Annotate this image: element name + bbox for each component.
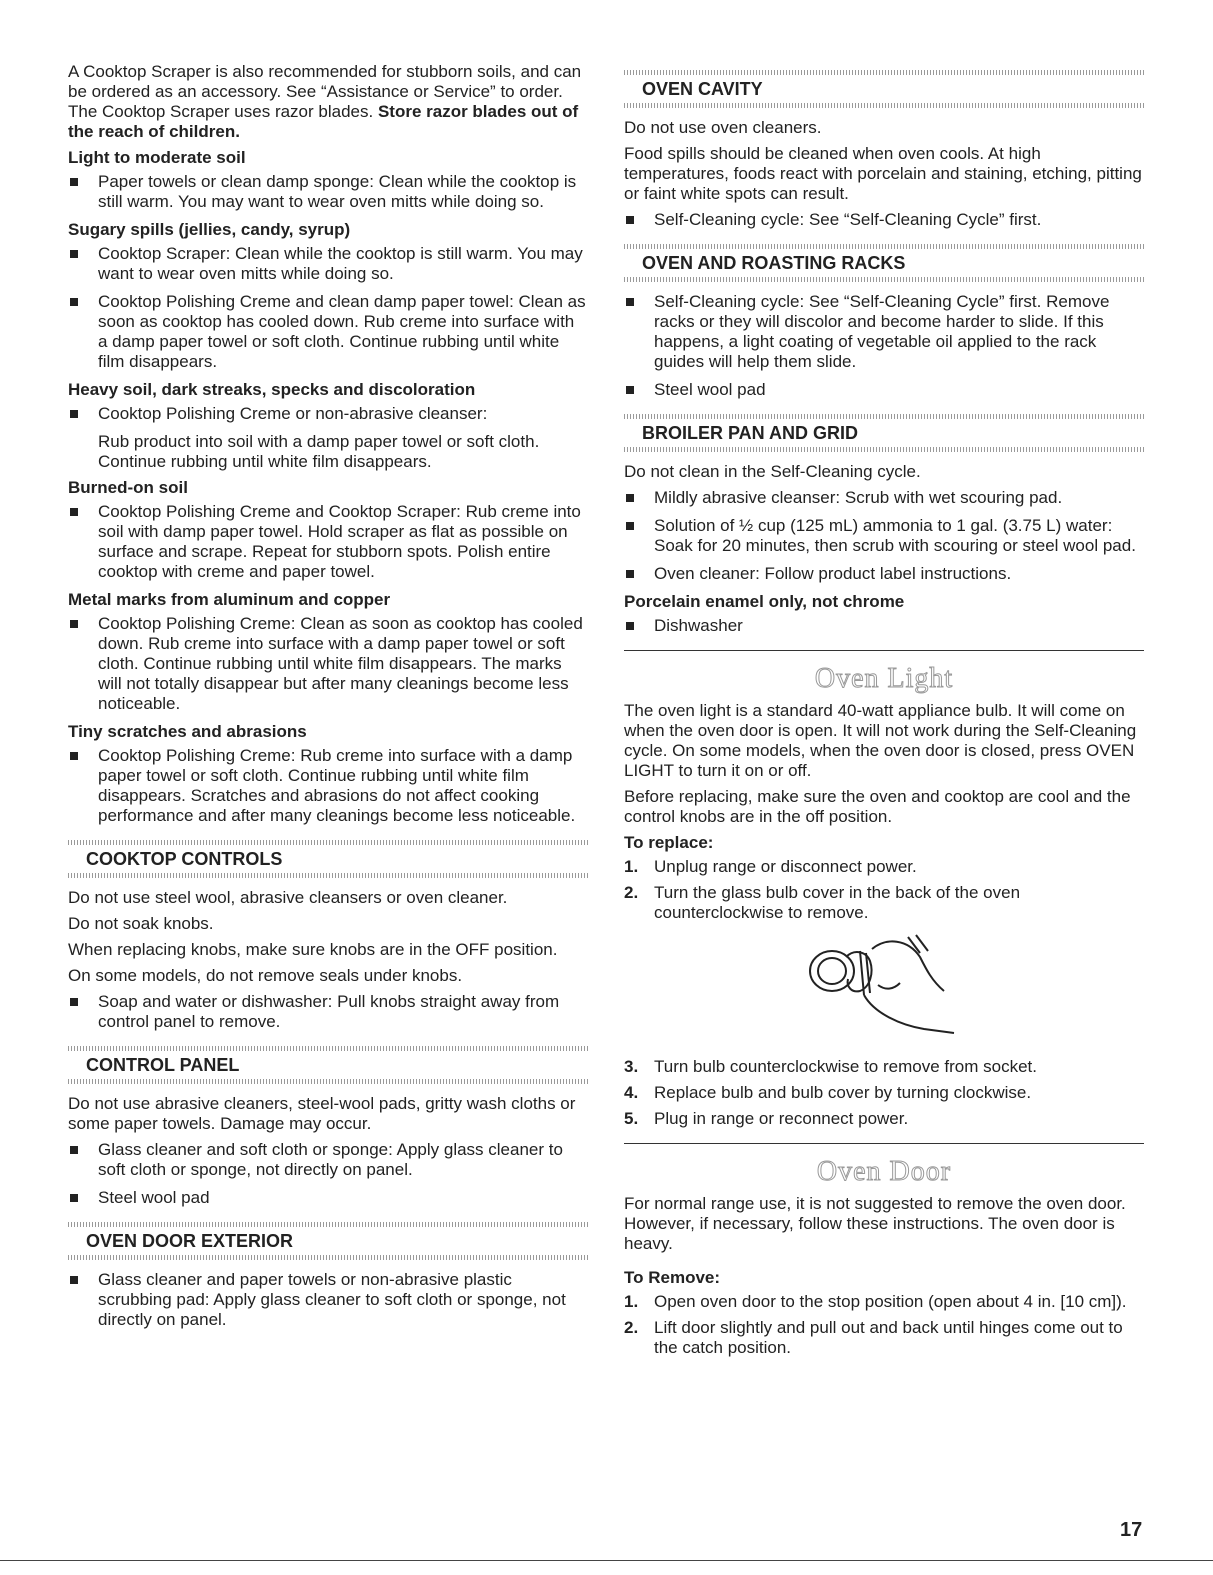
list-item: Cooktop Scraper: Clean while the cooktop is still warm. You may want to wear oven mitts while doing so. xyxy=(68,244,588,284)
tiny-scratches-heading: Tiny scratches and abrasions xyxy=(68,722,307,741)
intro-paragraph: A Cooktop Scraper is also recommended for stubborn soils, and can be ordered as an accessory. See “Assistance or Service” to order. The Cooktop Scraper uses razor blades. Store razor blades out of the reach of children. xyxy=(68,62,582,141)
control-panel-list xyxy=(68,1140,588,1208)
burned-soil-heading: Burned-on soil xyxy=(68,478,188,497)
sugary-spills-heading: Sugary spills (jellies, candy, syrup) xyxy=(68,220,351,239)
list-item: Cooktop Polishing Creme and Cooktop Scraper: Rub creme into soil with damp paper towel. Hold scraper as flat as possible on surface and scrape. Repeat for stubborn spots. Polish entire cooktop with creme and paper towel. xyxy=(68,502,588,582)
sugary-spills-list xyxy=(68,244,588,372)
burned-soil-list xyxy=(68,502,588,582)
list-item: Cooktop Polishing Creme: Clean as soon as cooktop has cooled down. Rub creme into surface with a damp paper towel or soft cloth. Continue rubbing until white film disappears. The marks will not totally disappear but after many cleanings become less noticeable. xyxy=(68,614,588,714)
bottom-rule xyxy=(0,1560,1213,1561)
broiler-list xyxy=(624,488,1144,584)
step-item: 2. Turn the glass bulb cover in the back of the oven counterclockwise to remove. xyxy=(624,883,1021,922)
metal-marks-heading: Metal marks from aluminum and copper xyxy=(68,590,391,609)
oven-door-heading: Oven Door xyxy=(624,1143,1144,1188)
list-item: Steel wool pad xyxy=(624,380,1144,400)
divider xyxy=(68,873,588,878)
list-item: Solution of ½ cup (125 mL) ammonia to 1 gal. (3.75 L) water: Soak for 20 minutes, then scrub with scouring or steel wool pad. xyxy=(624,516,1144,556)
list-item: Mildly abrasive cleanser: Scrub with wet scouring pad. xyxy=(624,488,1144,508)
paragraph: Do not clean in the Self-Cleaning cycle. xyxy=(624,462,921,481)
step-item: 5. Plug in range or reconnect power. xyxy=(624,1109,909,1128)
list-item: Soap and water or dishwasher: Pull knobs straight away from control panel to remove. xyxy=(68,992,588,1032)
paragraph: The oven light is a standard 40-watt appliance bulb. It will come on when the oven door is open. It will not work during the Self-Cleaning cycle. On some models, when the oven door is closed, press OVEN LIGHT to turn it on or off. xyxy=(624,701,1137,780)
list-item: Self-Cleaning cycle: See “Self-Cleaning Cycle” first. Remove racks or they will discolor and become harder to slide. If this happens, a light coating of vegetable oil applied to the rack guides will help them slide. xyxy=(624,292,1144,372)
paragraph: On some models, do not remove seals under knobs. xyxy=(68,966,463,985)
list-item: Oven cleaner: Follow product label instructions. xyxy=(624,564,1144,584)
control-panel-title: CONTROL PANEL xyxy=(86,1055,240,1075)
list-item: Self-Cleaning cycle: See “Self-Cleaning Cycle” first. xyxy=(624,210,1144,230)
porcelain-heading: Porcelain enamel only, not chrome xyxy=(624,592,905,611)
heavy-soil-list xyxy=(68,404,588,424)
paragraph: Do not use abrasive cleaners, steel-wool pads, gritty wash cloths or some paper towels. Damage may occur. xyxy=(68,1094,576,1133)
bulb-cover-illustration xyxy=(624,929,1144,1047)
paragraph: Before replacing, make sure the oven and cooktop are cool and the control knobs are in the off position. xyxy=(624,787,1131,826)
replace-steps-b xyxy=(624,1057,1144,1129)
paragraph: Do not use oven cleaners. xyxy=(624,118,822,137)
cooktop-controls-title: COOKTOP CONTROLS xyxy=(86,849,283,869)
cooktop-controls-section-header xyxy=(68,840,588,878)
paragraph: Do not soak knobs. xyxy=(68,914,214,933)
broiler-section-header xyxy=(624,414,1144,452)
racks-list xyxy=(624,292,1144,400)
heavy-soil-heading: Heavy soil, dark streaks, specks and discoloration xyxy=(68,380,476,399)
paragraph: For normal range use, it is not suggested to remove the oven door. However, if necessary, follow these instructions. The oven door is heavy. xyxy=(624,1194,1126,1253)
list-item: Glass cleaner and soft cloth or sponge: Apply glass cleaner to soft cloth or sponge, not directly on panel. xyxy=(68,1140,588,1180)
list-item: Dishwasher xyxy=(624,616,1144,636)
remove-steps xyxy=(624,1292,1144,1358)
oven-door-exterior-title: OVEN DOOR EXTERIOR xyxy=(86,1231,294,1251)
divider xyxy=(624,103,1144,108)
oven-door-exterior-section-header xyxy=(68,1222,588,1260)
control-panel-section-header xyxy=(68,1046,588,1084)
list-item: Glass cleaner and paper towels or non-abrasive plastic scrubbing pad: Apply glass cleaner to soft cloth or sponge, not directly on panel. xyxy=(68,1270,588,1330)
light-soil-list xyxy=(68,172,588,212)
replace-steps-a xyxy=(624,857,1144,923)
step-item: 1. Unplug range or disconnect power. xyxy=(624,857,917,876)
oven-light-heading: Oven Light xyxy=(624,650,1144,695)
tiny-scratches-list xyxy=(68,746,588,826)
list-item: Steel wool pad xyxy=(68,1188,588,1208)
cooktop-controls-list xyxy=(68,992,588,1032)
paragraph: Do not use steel wool, abrasive cleansers or oven cleaner. xyxy=(68,888,508,907)
left-column xyxy=(68,62,588,1338)
racks-section-header xyxy=(624,244,1144,282)
paragraph: When replacing knobs, make sure knobs are in the OFF position. xyxy=(68,940,558,959)
list-item: Paper towels or clean damp sponge: Clean while the cooktop is still warm. You may want to wear oven mitts while doing so. xyxy=(68,172,588,212)
metal-marks-list xyxy=(68,614,588,714)
list-item: Cooktop Polishing Creme or non-abrasive cleanser: xyxy=(68,404,588,424)
to-replace-heading: To replace: xyxy=(624,833,714,852)
heavy-soil-followup: Rub product into soil with a damp paper towel or soft cloth. Continue rubbing until white film disappears. xyxy=(98,432,540,471)
step-item: 3. Turn bulb counterclockwise to remove from socket. xyxy=(624,1057,1037,1076)
list-item: Cooktop Polishing Creme and clean damp paper towel: Clean as soon as cooktop has cooled down. Rub creme into surface with a damp paper towel or soft cloth. Continue rubbing until white film disappears. xyxy=(68,292,588,372)
to-remove-heading: To Remove: xyxy=(624,1268,721,1287)
step-item: 2. Lift door slightly and pull out and back until hinges come out to the catch position. xyxy=(624,1318,1123,1357)
racks-title: OVEN AND ROASTING RACKS xyxy=(642,253,906,273)
oven-door-exterior-list xyxy=(68,1270,588,1330)
step-item: 1. Open oven door to the stop position (open about 4 in. [10 cm]). xyxy=(624,1292,1127,1311)
list-item: Cooktop Polishing Creme: Rub creme into surface with a damp paper towel or soft cloth. Continue rubbing until white film disappears. Scratches and abrasions do not affect cooking performance and after many cleanings become less noticeable. xyxy=(68,746,588,826)
right-column xyxy=(624,62,1144,1364)
light-soil-heading: Light to moderate soil xyxy=(68,148,246,167)
divider xyxy=(624,447,1144,452)
oven-cavity-list xyxy=(624,210,1144,230)
oven-cavity-section-header xyxy=(624,70,1144,108)
paragraph: Food spills should be cleaned when oven cools. At high temperatures, foods react with porcelain and staining, etching, pitting or faint white spots can result. xyxy=(624,144,1142,203)
hand-turning-bulb-cover-icon xyxy=(804,929,974,1047)
page-number: 17 xyxy=(1120,1519,1143,1541)
broiler-title: BROILER PAN AND GRID xyxy=(642,423,858,443)
divider xyxy=(68,1255,588,1260)
porcelain-list xyxy=(624,616,1144,636)
oven-cavity-title: OVEN CAVITY xyxy=(642,79,763,99)
step-item: 4. Replace bulb and bulb cover by turning clockwise. xyxy=(624,1083,1032,1102)
divider xyxy=(624,277,1144,282)
divider xyxy=(68,1079,588,1084)
